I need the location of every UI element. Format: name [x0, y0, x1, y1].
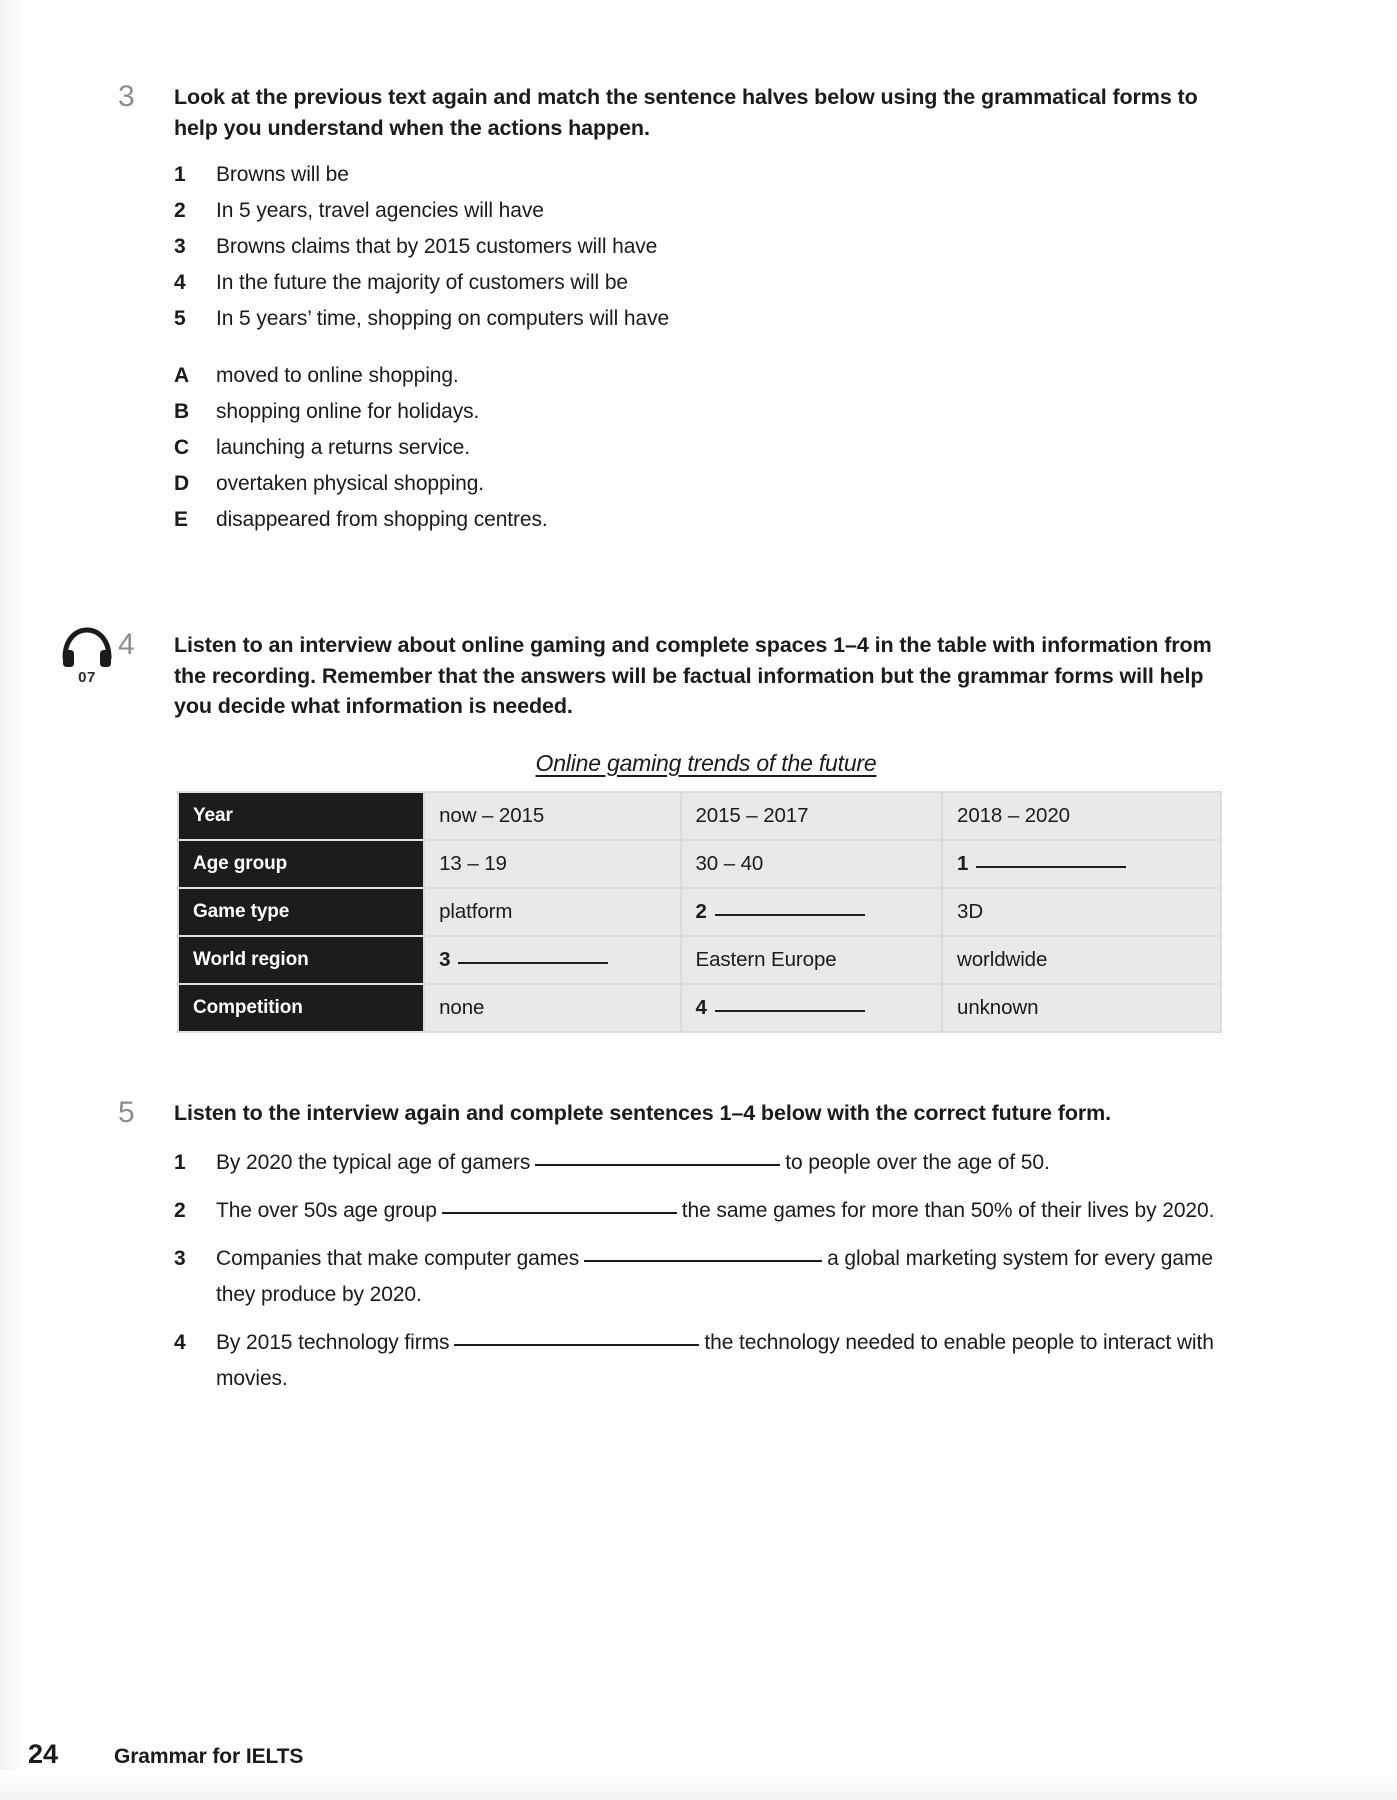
table-cell	[682, 937, 942, 983]
blank-number: 2	[695, 899, 707, 923]
item-text: In 5 years’ time, shopping on computers will have	[216, 307, 670, 331]
item-marker: E	[174, 508, 188, 532]
table-row	[179, 985, 1220, 1031]
table-cell	[943, 937, 1220, 983]
item-text: In the future the majority of customers will be	[216, 271, 628, 295]
page-footer	[28, 1739, 303, 1770]
cell-text: 3D	[957, 899, 984, 923]
scan-edge-left	[0, 0, 26, 1800]
sentence-before: The over 50s age group	[216, 1198, 437, 1222]
item-marker: D	[174, 471, 190, 495]
sentence-after: a global marketing system for every game they produce by 2020.	[216, 1246, 1213, 1306]
answer-blank[interactable]	[584, 1260, 822, 1262]
list-item	[174, 358, 1238, 394]
list-item	[174, 229, 1238, 265]
exercise-4-number: 4	[118, 628, 135, 661]
item-marker: B	[174, 399, 190, 423]
blank-number: 3	[439, 947, 451, 971]
item-marker: 4	[174, 1330, 186, 1354]
row-header: Competition	[179, 985, 423, 1031]
audio-track-number: 07	[78, 669, 96, 686]
exercise-3-lettered-list	[174, 358, 1238, 539]
table-title: Online gaming trends of the future	[535, 749, 877, 776]
exercise-3-body	[174, 82, 1238, 538]
exercise-5-body	[174, 1098, 1238, 1397]
row-header: World region	[179, 937, 423, 983]
exercise-5-sentences	[174, 1145, 1238, 1398]
exercise-3	[118, 82, 1238, 538]
table-cell	[943, 793, 1220, 839]
cell-text: now – 2015	[439, 803, 545, 827]
blank-number: 1	[957, 851, 969, 875]
answer-blank[interactable]	[442, 1212, 677, 1214]
list-item	[174, 1325, 1238, 1397]
row-header: Game type	[179, 889, 423, 935]
table-cell	[425, 889, 679, 935]
cell-text: unknown	[957, 995, 1039, 1019]
cell-text: platform	[439, 899, 513, 923]
list-item	[174, 1241, 1238, 1313]
table-cell-blank[interactable]	[943, 841, 1220, 887]
item-text: moved to online shopping.	[216, 363, 459, 387]
item-text: shopping online for holidays.	[216, 399, 480, 423]
exercise-3-instruction: Look at the previous text again and match the sentence halves below using the grammatical forms to help you understand when the actions happen.	[174, 85, 1198, 140]
list-item	[174, 466, 1238, 502]
table-cell	[425, 793, 679, 839]
table-cell	[682, 793, 942, 839]
item-marker: 2	[174, 199, 186, 223]
exercise-5-instruction: Listen to the interview again and complete sentences 1–4 below with the correct future form.	[174, 1101, 1112, 1125]
blank-number: 4	[695, 995, 707, 1019]
exercise-4	[118, 630, 1238, 1033]
sentence-after: the technology needed to enable people to interact with movies.	[216, 1330, 1214, 1391]
table-cell	[943, 985, 1220, 1031]
cell-text: worldwide	[957, 947, 1048, 971]
list-item	[174, 394, 1238, 430]
exercise-5-number: 5	[118, 1096, 135, 1129]
list-item	[174, 502, 1238, 538]
item-text: launching a returns service.	[216, 435, 470, 459]
audio-track-marker	[52, 626, 122, 686]
cell-text: 30 – 40	[695, 851, 764, 875]
list-item	[174, 1193, 1238, 1229]
scan-edge-bottom	[0, 1770, 1397, 1800]
answer-blank[interactable]	[715, 1010, 865, 1012]
item-marker: 3	[174, 1246, 186, 1270]
answer-blank[interactable]	[458, 962, 608, 964]
sentence-before: Companies that make computer games	[216, 1246, 580, 1270]
cell-text: 2018 – 2020	[957, 803, 1070, 827]
item-text: overtaken physical shopping.	[216, 471, 485, 495]
item-marker: 2	[174, 1198, 186, 1222]
answer-blank[interactable]	[715, 914, 865, 916]
list-item	[174, 193, 1238, 229]
headphones-icon	[60, 626, 114, 668]
sentence-after: to people over the age of 50.	[785, 1150, 1050, 1174]
list-item	[174, 301, 1238, 337]
item-text: In 5 years, travel agencies will have	[216, 199, 544, 223]
table-row	[179, 793, 1220, 839]
item-text: Browns will be	[216, 163, 349, 187]
cell-text: 2015 – 2017	[695, 803, 809, 827]
table-row	[179, 937, 1220, 983]
table-cell	[425, 841, 679, 887]
table-row	[179, 841, 1220, 887]
item-marker: 3	[174, 235, 186, 259]
item-marker: A	[174, 363, 190, 387]
row-header: Year	[179, 793, 423, 839]
exercise-3-numbered-list	[174, 157, 1238, 338]
cell-text: Eastern Europe	[695, 947, 837, 971]
item-marker: 5	[174, 307, 186, 331]
list-item	[174, 157, 1238, 193]
sentence-before: By 2020 the typical age of gamers	[216, 1150, 531, 1174]
answer-blank[interactable]	[535, 1164, 780, 1166]
cell-text: none	[439, 995, 485, 1019]
item-text: disappeared from shopping centres.	[216, 508, 548, 532]
page-number: 24	[28, 1739, 59, 1769]
list-item	[174, 265, 1238, 301]
exercise-4-instruction: Listen to an interview about online gaming and complete spaces 1–4 in the table with information from the recording. Remember that the answers will be factual information but the grammar forms will help you decide what information is needed.	[174, 633, 1212, 719]
table-cell-blank[interactable]	[425, 937, 679, 983]
exercise-5	[118, 1098, 1238, 1397]
exercise-4-body	[174, 630, 1238, 1033]
list-item	[174, 1145, 1238, 1181]
online-gaming-trends-table	[177, 791, 1222, 1033]
table-cell	[425, 985, 679, 1031]
item-marker: 1	[174, 1150, 186, 1174]
row-header: Age group	[179, 841, 423, 887]
list-item	[174, 430, 1238, 466]
book-title: Grammar for IELTS	[114, 1745, 304, 1768]
answer-blank[interactable]	[454, 1344, 699, 1346]
item-marker: 1	[174, 163, 186, 187]
table-row	[179, 889, 1220, 935]
item-text: Browns claims that by 2015 customers will have	[216, 235, 658, 259]
table-cell-blank[interactable]	[682, 889, 942, 935]
answer-blank[interactable]	[976, 866, 1126, 868]
cell-text: 13 – 19	[439, 851, 507, 875]
table-cell-blank[interactable]	[682, 985, 942, 1031]
table-cell	[682, 841, 942, 887]
sentence-after: the same games for more than 50% of their lives by 2020.	[681, 1198, 1215, 1222]
sentence-before: By 2015 technology firms	[216, 1330, 450, 1354]
table-cell	[943, 889, 1220, 935]
item-marker: 4	[174, 271, 186, 295]
item-marker: C	[174, 435, 190, 459]
exercise-3-number: 3	[118, 80, 135, 113]
